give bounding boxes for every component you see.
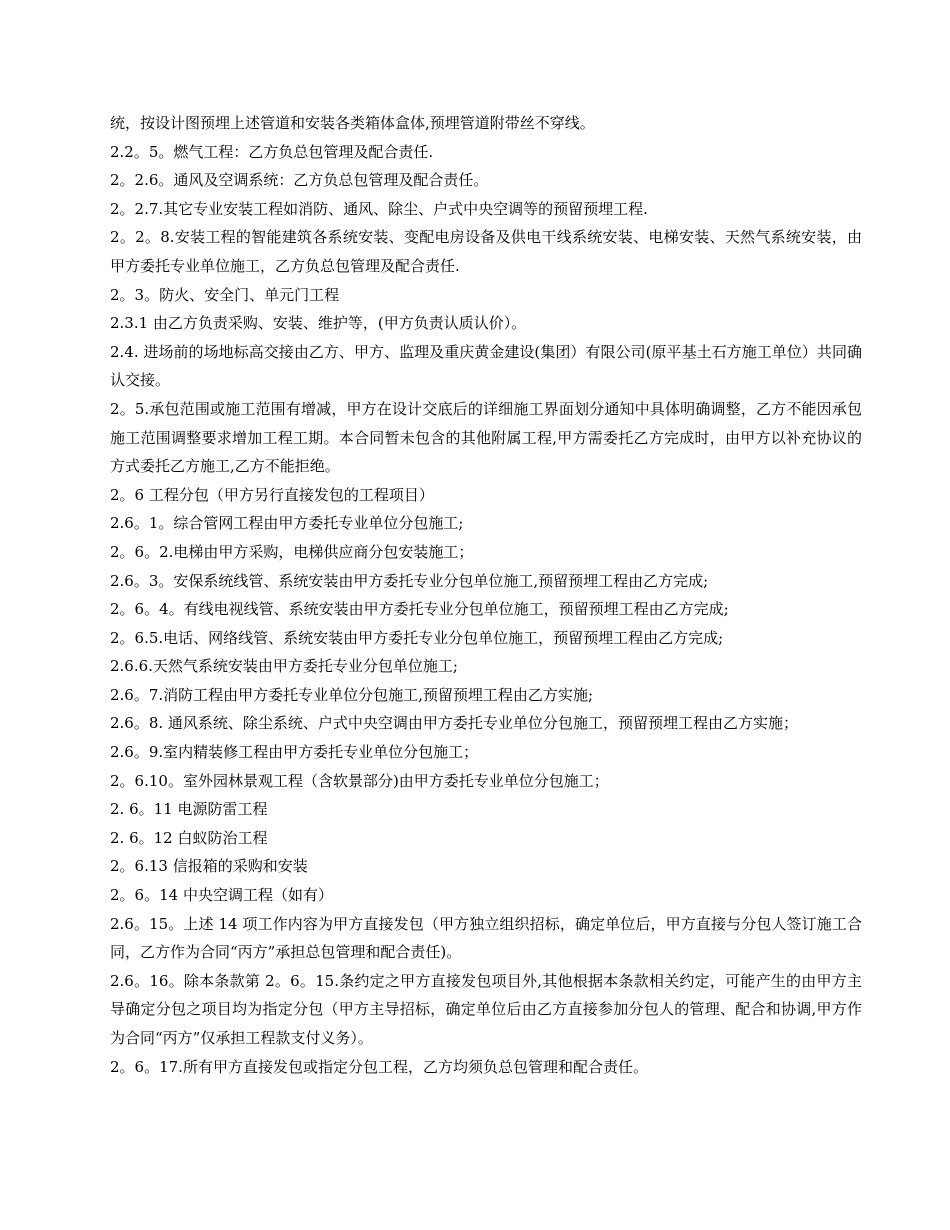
paragraph: 2.3.1 由乙方负责采购、安装、维护等，(甲方负责认质认价）。 xyxy=(110,314,527,333)
paragraph: 2。6。14 中央空调工程（如有） xyxy=(110,886,333,905)
paragraph: 2。6.5.电话、网络线管、系统安装由甲方委托专业分包单位施工，预留预埋工程由乙方完成; xyxy=(110,628,724,647)
paragraph: 2。6。2.电梯由甲方采购，电梯供应商分包安装施工； xyxy=(110,542,474,561)
paragraph: 2.6。7.消防工程由甲方委托专业单位分包施工,预留预埋工程由乙方实施; xyxy=(110,685,593,704)
paragraph: 2. 6。12 白蚁防治工程 xyxy=(110,828,268,847)
paragraph: 2.6。16。除本条款第 2。6。15.条约定之甲方直接发包项目外,其他根据本条款相关约定，可能产生的由甲方主导确定分包之项目均为指定分包（甲方主导招标，确定单位后由乙方直接参加分包人的管理、配合和协调,甲方作为合同“丙方”仅承担工程款支付义务）。 xyxy=(110,971,862,1047)
paragraph: 2.6。9.室内精装修工程由甲方委托专业单位分包施工； xyxy=(110,743,479,762)
paragraph: 统，按设计图预埋上述管道和安装各类箱体盒体,预埋管道附带丝不穿线。 xyxy=(110,114,595,132)
paragraph: 2。6 工程分包（甲方另行直接发包的工程项目） xyxy=(110,485,434,504)
paragraph: 2.6.6.天然气系统安装由甲方委托专业分包单位施工; xyxy=(110,657,458,676)
paragraph: 2。6。4。有线电视线管、系统安装由甲方委托专业分包单位施工，预留预埋工程由乙方完成; xyxy=(110,600,729,619)
paragraph: 2。5.承包范围或施工范围有增减，甲方在设计交底后的详细施工界面划分通知中具体明确调整，乙方不能因承包施工范围调整要求增加工程工期。本合同暂未包含的其他附属工程,甲方需委托乙方完成时，由甲方以补充协议的方式委托乙方施工,乙方不能拒绝。 xyxy=(110,399,862,476)
paragraph: 2。2.6。通风及空调系统：乙方负总包管理及配合责任。 xyxy=(110,171,489,190)
paragraph: 2.2。5。燃气工程：乙方负总包管理及配合责任. xyxy=(110,142,434,161)
paragraph: 2。3。防火、安全门、单元门工程 xyxy=(110,285,340,304)
paragraph: 2。6.10。室外园林景观工程（含软景部分)由甲方委托专业单位分包施工； xyxy=(110,771,609,790)
paragraph: 2。6。17.所有甲方直接发包或指定分包工程，乙方均须负总包管理和配合责任。 xyxy=(110,1057,648,1076)
paragraph: 2。6.13 信报箱的采购和安装 xyxy=(110,857,308,876)
paragraph: 2.6。3。安保系统线管、系统安装由甲方委托专业分包单位施工,预留预埋工程由乙方完成; xyxy=(110,571,709,590)
paragraph: 2。2。8.安装工程的智能建筑各系统安装、变配电房设备及供电干线系统安装、电梯安装、天然气系统安装，由甲方委托专业单位施工，乙方负总包管理及配合责任. xyxy=(110,228,862,275)
paragraph: 2.6。8. 通风系统、除尘系统、户式中央空调由甲方委托专业单位分包施工，预留预埋工程由乙方实施； xyxy=(110,714,798,733)
paragraph: 2.4. 进场前的场地标高交接由乙方、甲方、监理及重庆黄金建设(集团）有限公司(原平基土石方施工单位）共同确认交接。 xyxy=(110,342,862,390)
paragraph: 2。2.7.其它专业安装工程如消防、通风、除尘、户式中央空调等的预留预埋工程. xyxy=(110,199,648,218)
paragraph: 2. 6。11 电源防雷工程 xyxy=(110,800,268,819)
document-page xyxy=(110,109,862,1081)
paragraph: 2.6。1。综合管网工程由甲方委托专业单位分包施工; xyxy=(110,514,464,533)
paragraph: 2.6。15。上述 14 项工作内容为甲方直接发包（甲方独立组织招标，确定单位后，甲方直接与分包人签订施工合同，乙方作为合同“丙方”承担总包管理和配合责任)。 xyxy=(110,914,862,962)
